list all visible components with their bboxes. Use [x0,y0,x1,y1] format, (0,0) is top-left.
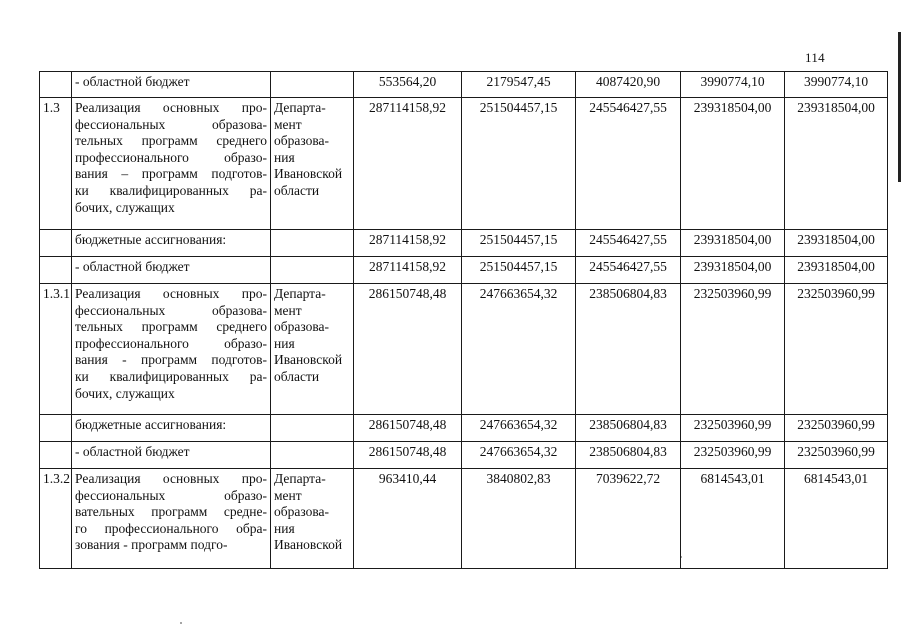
description-line: Реализация основных про- [75,286,267,301]
row-description [72,230,271,257]
description-line: бочих, служащих [75,385,175,401]
value-cell-year-5: 232503960,99 [785,284,888,415]
value-cell-year-2: 247663654,32 [462,284,576,415]
department-line: образова- [274,319,330,335]
description-line: профессионального образо- [75,335,267,351]
scan-speck [180,622,182,624]
description-line: фессиональных образова- [75,116,267,132]
row-department [271,284,354,415]
value-cell-year-1: 963410,44 [354,469,462,569]
value-cell-year-5: 239318504,00 [785,230,888,257]
value-cell-year-1: 286150748,48 [354,284,462,415]
value-cell-year-2: 251504457,15 [462,230,576,257]
row-index [40,442,72,469]
department-line: мент [274,302,302,318]
table-row [40,257,888,284]
description-line: ки квалифицированных ра- [75,368,267,384]
value-cell-year-1: 287114158,92 [354,257,462,284]
row-index [40,72,72,98]
value-cell-year-1: 287114158,92 [354,98,462,230]
value-cell-year-2: 2179547,45 [462,72,576,98]
description-line: тельных программ среднего [75,133,267,149]
row-description [72,415,271,442]
department-line: мент [274,487,302,503]
page-number: 114 [805,50,825,65]
row-index: 1.3 [40,98,72,230]
value-cell-year-5: 239318504,00 [785,98,888,230]
value-cell-year-5: 232503960,99 [785,415,888,442]
description-line: Реализация основных про- [75,100,267,115]
value-cell-year-3: 4087420,90 [576,72,681,98]
table-row [40,469,888,569]
value-cell-year-1: 553564,20 [354,72,462,98]
row-index [40,415,72,442]
row-department [271,98,354,230]
description-line: тельных программ среднего [75,319,267,335]
department-line: образова- [274,133,330,149]
description-line: - областной бюджет [75,74,190,89]
description-line: го профессионального обра- [75,520,267,536]
description-line: вания - программ подготов- [75,352,267,368]
row-index [40,257,72,284]
table-row [40,72,888,98]
value-cell-year-3: 245546427,55 [576,98,681,230]
row-description [72,257,271,284]
row-department [271,72,354,98]
budget-table [39,71,888,569]
value-cell-year-4: 232503960,99 [681,284,785,415]
value-cell-year-1: 287114158,92 [354,230,462,257]
department-line: ния [274,520,295,536]
department-line: мент [274,116,302,132]
department-line: Ивановской [274,537,343,553]
scan-edge-mark [898,32,901,182]
description-line: - областной бюджет [75,259,190,274]
value-cell-year-4: 232503960,99 [681,442,785,469]
value-cell-year-3: 7039622,72 [576,469,681,569]
department-line: Департа- [274,100,326,115]
row-index [40,230,72,257]
row-description [72,469,271,569]
value-cell-year-4: 239318504,00 [681,98,785,230]
value-cell-year-2: 247663654,32 [462,442,576,469]
value-cell-year-5: 232503960,99 [785,442,888,469]
department-line: области [274,368,320,384]
value-cell-year-4: 239318504,00 [681,257,785,284]
table-body [40,72,888,569]
department-line: области [274,182,320,198]
table-row [40,415,888,442]
row-description [72,284,271,415]
row-description [72,72,271,98]
description-line: вательных программ средне- [75,504,267,520]
value-cell-year-3: 238506804,83 [576,442,681,469]
department-line: ния [274,335,295,351]
value-cell-year-4: 6814543,01 [681,469,785,569]
department-line: Департа- [274,471,326,486]
department-line: образова- [274,504,330,520]
description-line: бюджетные ассигнования: [75,417,227,432]
value-cell-year-4: 3990774,10 [681,72,785,98]
row-department [271,230,354,257]
description-line: вания – программ подготов- [75,166,267,182]
description-line: профессионального образо- [75,149,267,165]
value-cell-year-1: 286150748,48 [354,415,462,442]
department-line: Департа- [274,286,326,301]
value-cell-year-3: 245546427,55 [576,230,681,257]
value-cell-year-5: 239318504,00 [785,257,888,284]
row-department [271,469,354,569]
value-cell-year-2: 247663654,32 [462,415,576,442]
value-cell-year-2: 251504457,15 [462,98,576,230]
row-department [271,442,354,469]
value-cell-year-5: 3990774,10 [785,72,888,98]
table-row [40,284,888,415]
value-cell-year-2: 3840802,83 [462,469,576,569]
value-cell-year-3: 245546427,55 [576,257,681,284]
description-line: - областной бюджет [75,444,190,459]
value-cell-year-1: 286150748,48 [354,442,462,469]
description-line: ки квалифицированных ра- [75,182,267,198]
row-index: 1.3.2 [40,469,72,569]
value-cell-year-4: 239318504,00 [681,230,785,257]
department-line: Ивановской [274,352,343,368]
table-row [40,98,888,230]
description-line: бочих, служащих [75,199,175,215]
description-line: Реализация основных про- [75,471,267,486]
row-department [271,415,354,442]
description-line: фессиональных образо- [75,487,267,503]
description-line: зования - программ подго- [75,537,228,553]
row-description [72,98,271,230]
department-line: ния [274,149,295,165]
row-department [271,257,354,284]
value-cell-year-2: 251504457,15 [462,257,576,284]
value-cell-year-5: 6814543,01 [785,469,888,569]
department-line: Ивановской [274,166,343,182]
description-line: бюджетные ассигнования: [75,232,227,247]
description-line: фессиональных образова- [75,302,267,318]
row-description [72,442,271,469]
row-index: 1.3.1 [40,284,72,415]
value-cell-year-3: 238506804,83 [576,415,681,442]
value-cell-year-4: 232503960,99 [681,415,785,442]
value-cell-year-3: 238506804,83 [576,284,681,415]
table-row [40,442,888,469]
table-row [40,230,888,257]
